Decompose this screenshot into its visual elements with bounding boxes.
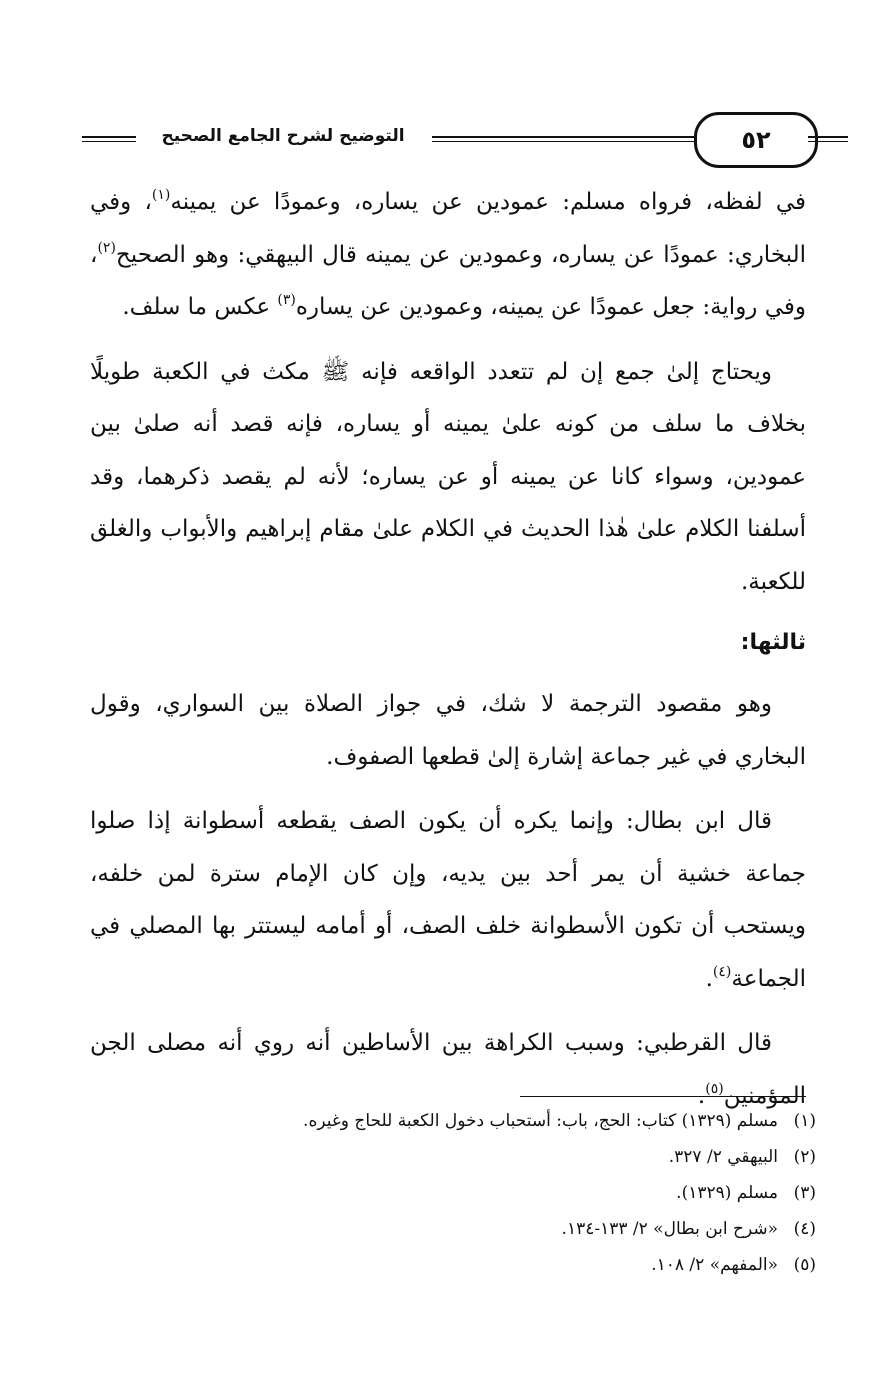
page-header — [82, 106, 822, 166]
paragraph-1-text-c: ، وفي رواية: جعل عمودًا عن يمينه، وعمودين عن يساره — [90, 241, 806, 320]
footnote-text: «شرح ابن بطال» ٢/ ١٣٣-١٣٤. — [561, 1219, 778, 1239]
paragraph-1-text-b: ، وفي البخاري: عمودًا عن يساره، وعمودين عن يمينه قال البيهقي: وهو الصحيح — [90, 189, 806, 268]
paragraph-5-text-a: قال القرطبي: وسبب الكراهة بين الأساطين أنه روي أنه مصلى الجن المؤمنين — [90, 1030, 806, 1109]
paragraph-4 — [90, 795, 806, 1005]
footnote-number: (٣) — [793, 1183, 816, 1203]
footnote-text: البيهقي ٢/ ٣٢٧. — [668, 1147, 778, 1167]
main-text — [90, 176, 806, 1134]
footnote-5 — [100, 1247, 816, 1283]
header-rule-left — [82, 136, 136, 142]
paragraph-4-text-b: . — [705, 965, 713, 992]
footnote-ref-3[interactable]: (٣) — [277, 292, 296, 308]
header-rule-right — [808, 136, 848, 142]
footnote-number: (٤) — [793, 1219, 816, 1239]
header-rule-middle — [432, 136, 732, 142]
footnote-text: مسلم (١٣٢٩) كتاب: الحج، باب: أستحباب دخول الكعبة للحاج وغيره. — [303, 1111, 778, 1131]
footnote-ref-2[interactable]: (٢) — [97, 239, 116, 256]
paragraph-1 — [90, 176, 806, 334]
section-heading: ثالثها: — [740, 630, 806, 655]
footnote-ref-4[interactable]: (٤) — [712, 963, 732, 980]
paragraph-5-text-b: . — [697, 1082, 706, 1109]
footnote-text: «المفهم» ٢/ ١٠٨. — [651, 1255, 778, 1275]
running-title: التوضيح لشرح الجامع الصحيح — [161, 126, 405, 146]
footnotes — [100, 1103, 816, 1283]
paragraph-1-text-a: في لفظه، فرواه مسلم: عمودين عن يساره، وعمودًا عن يمينه — [170, 189, 806, 215]
paragraph-4-text-a: قال ابن بطال: وإنما يكره أن يكون الصف يقطعه أسطوانة إذا صلوا جماعة خشية أن يمر أحد بين يديه، وإن كان الإمام سترة لمن خلفه، ويستحب أن تكون الأسطوانة خلف الصف، أو أمامه ليستتر بها المصلي في الجماعة — [90, 808, 806, 992]
footnote-4 — [100, 1211, 816, 1247]
footnote-number: (١) — [793, 1111, 816, 1131]
paragraph-1-text-d: عكس ما سلف. — [122, 294, 278, 320]
paragraph-2: ويحتاج إلىٰ جمع إن لم تتعدد الواقعه فإنه ﷺ مكث في الكعبة طويلًا بخلاف ما سلف من كونه علىٰ يمينه أو يساره، فإنه قصد أنه صلىٰ بين عمودين، وسواء كانا عن يمينه أو عن يساره؛ لأنه لم يقصد ذكرهما، وقد أسلفنا الكلام علىٰ هٰذا الحديث في الكلام علىٰ مقام إبراهيم والأبواب والغلق للكعبة. — [90, 358, 806, 595]
footnote-1 — [100, 1103, 816, 1139]
footnote-text: مسلم (١٣٢٩). — [676, 1183, 778, 1203]
footnote-2 — [100, 1139, 816, 1175]
page-number: ٥٢ — [694, 112, 818, 168]
footnote-separator — [520, 1096, 806, 1097]
footnote-3 — [100, 1175, 816, 1211]
paragraph-3: وهو مقصود الترجمة لا شك، في جواز الصلاة بين السواري، وقول البخاري في غير جماعة إشارة إلىٰ قطعها الصفوف. — [90, 691, 806, 770]
footnote-ref-1[interactable]: (١) — [151, 187, 171, 203]
footnote-number: (٥) — [793, 1255, 816, 1275]
footnote-ref-5[interactable]: (٥) — [705, 1080, 724, 1097]
footnote-number: (٢) — [793, 1147, 816, 1167]
